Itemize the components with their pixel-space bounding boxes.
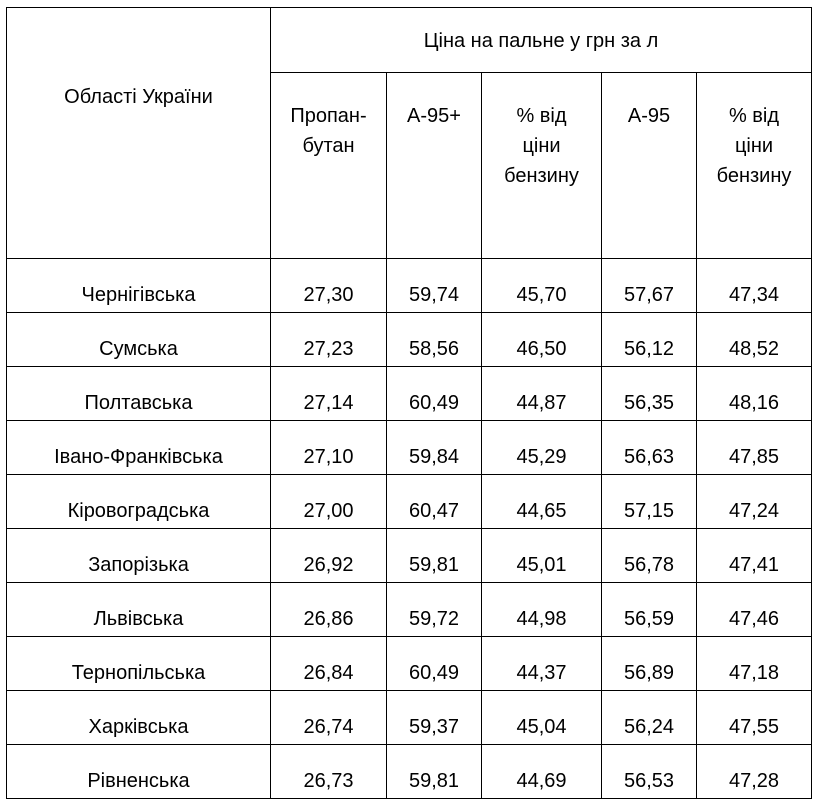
table-row — [7, 583, 812, 637]
header-fuel-price: Ціна на пальне у грн за л — [271, 8, 812, 73]
cell-percent-1: 44,37 — [482, 637, 602, 691]
cell-percent-1: 45,01 — [482, 529, 602, 583]
header-line: ціни — [734, 135, 774, 158]
cell-a95: 57,15 — [602, 475, 697, 529]
header-line: бутан — [302, 135, 355, 158]
cell-percent-2: 47,24 — [697, 475, 812, 529]
cell-a95: 56,78 — [602, 529, 697, 583]
cell-propane-butane: 26,84 — [271, 637, 387, 691]
cell-a95: 56,63 — [602, 421, 697, 475]
cell-percent-2: 48,16 — [697, 367, 812, 421]
cell-region: Кіровоградська — [7, 475, 271, 529]
cell-percent-1: 45,04 — [482, 691, 602, 745]
cell-a95: 56,59 — [602, 583, 697, 637]
header-row-top — [7, 8, 812, 73]
header-percent-of-petrol-1 — [482, 73, 602, 259]
cell-propane-butane: 26,86 — [271, 583, 387, 637]
header-line: ціни — [522, 135, 561, 158]
cell-region: Сумська — [7, 313, 271, 367]
cell-percent-2: 47,46 — [697, 583, 812, 637]
cell-a95-plus: 60,49 — [387, 367, 482, 421]
header-a95 — [602, 73, 697, 259]
cell-a95-plus: 59,74 — [387, 259, 482, 313]
header-line: А-95+ — [407, 105, 461, 128]
cell-a95: 57,67 — [602, 259, 697, 313]
cell-propane-butane: 27,10 — [271, 421, 387, 475]
header-propane-butane — [271, 73, 387, 259]
cell-percent-1: 44,65 — [482, 475, 602, 529]
cell-a95: 56,89 — [602, 637, 697, 691]
cell-percent-1: 45,70 — [482, 259, 602, 313]
cell-a95-plus: 60,47 — [387, 475, 482, 529]
cell-percent-1: 44,87 — [482, 367, 602, 421]
header-line: % від — [728, 105, 780, 128]
fuel-price-table — [6, 7, 812, 799]
table-row — [7, 691, 812, 745]
cell-a95-plus: 60,49 — [387, 637, 482, 691]
cell-propane-butane: 26,92 — [271, 529, 387, 583]
cell-percent-2: 47,55 — [697, 691, 812, 745]
cell-percent-2: 48,52 — [697, 313, 812, 367]
cell-percent-1: 44,69 — [482, 745, 602, 799]
cell-a95: 56,12 — [602, 313, 697, 367]
table-header — [7, 8, 812, 259]
table-row — [7, 421, 812, 475]
cell-a95-plus: 58,56 — [387, 313, 482, 367]
table-row — [7, 745, 812, 799]
cell-a95-plus: 59,81 — [387, 529, 482, 583]
table-row — [7, 475, 812, 529]
header-line: % від — [516, 105, 567, 128]
header-line: А-95 — [627, 105, 671, 128]
cell-percent-1: 45,29 — [482, 421, 602, 475]
table-row — [7, 529, 812, 583]
cell-region: Івано-Франківська — [7, 421, 271, 475]
cell-propane-butane: 27,14 — [271, 367, 387, 421]
cell-percent-1: 44,98 — [482, 583, 602, 637]
header-a95-plus — [387, 73, 482, 259]
table-row — [7, 259, 812, 313]
cell-a95-plus: 59,84 — [387, 421, 482, 475]
cell-percent-2: 47,41 — [697, 529, 812, 583]
cell-propane-butane: 26,73 — [271, 745, 387, 799]
cell-a95-plus: 59,37 — [387, 691, 482, 745]
cell-region: Харківська — [7, 691, 271, 745]
fuel-price-table-container — [6, 7, 812, 799]
cell-region: Полтавська — [7, 367, 271, 421]
cell-region: Запорізька — [7, 529, 271, 583]
header-line: бензину — [716, 165, 792, 188]
table-row — [7, 313, 812, 367]
cell-percent-2: 47,34 — [697, 259, 812, 313]
cell-region: Тернопільська — [7, 637, 271, 691]
table-row — [7, 637, 812, 691]
cell-propane-butane: 27,00 — [271, 475, 387, 529]
cell-percent-2: 47,28 — [697, 745, 812, 799]
cell-propane-butane: 27,23 — [271, 313, 387, 367]
cell-a95: 56,24 — [602, 691, 697, 745]
header-line: Пропан- — [290, 105, 367, 128]
cell-percent-2: 47,85 — [697, 421, 812, 475]
cell-region: Львівська — [7, 583, 271, 637]
cell-a95-plus: 59,81 — [387, 745, 482, 799]
table-row — [7, 367, 812, 421]
cell-region: Рівненська — [7, 745, 271, 799]
cell-region: Чернігівська — [7, 259, 271, 313]
header-line: бензину — [504, 165, 579, 188]
header-region: Області України — [7, 8, 271, 259]
table-body — [7, 259, 812, 799]
header-percent-of-petrol-2 — [697, 73, 812, 259]
cell-propane-butane: 26,74 — [271, 691, 387, 745]
cell-propane-butane: 27,30 — [271, 259, 387, 313]
cell-a95: 56,35 — [602, 367, 697, 421]
cell-percent-1: 46,50 — [482, 313, 602, 367]
cell-a95-plus: 59,72 — [387, 583, 482, 637]
cell-a95: 56,53 — [602, 745, 697, 799]
cell-percent-2: 47,18 — [697, 637, 812, 691]
